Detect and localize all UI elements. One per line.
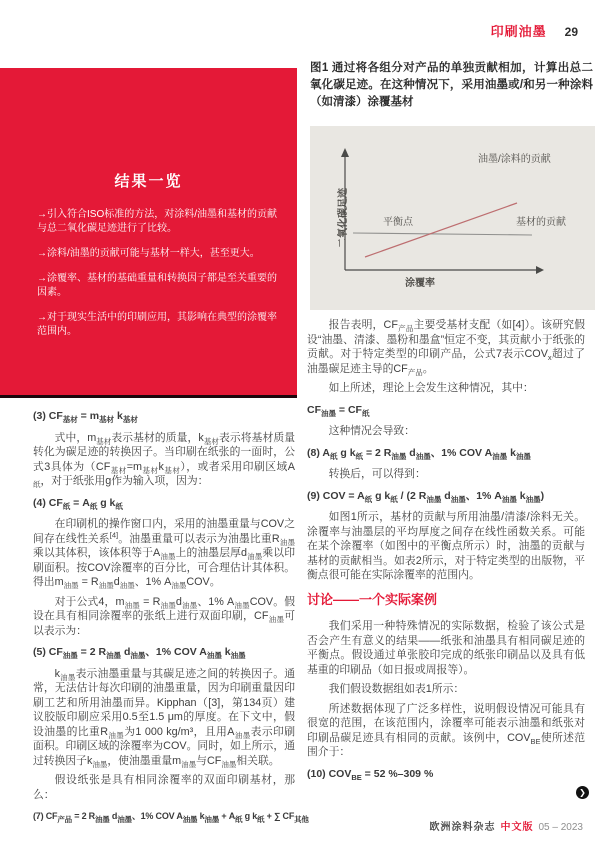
paragraph: 如上所述，理论上会发生这种情况，其中： — [328, 382, 534, 394]
ink-coating-line — [365, 203, 517, 257]
y-axis-label: 二氧化碳足迹 — [338, 188, 349, 248]
page-header — [491, 21, 578, 40]
results-box-title: 结果一览 — [114, 173, 183, 190]
page-number: 29 — [564, 25, 578, 39]
equation-cf: $CF_{油墨} = CF_纸$ — [307, 403, 370, 418]
equation-3: (3) $CF_{基材} = m_{基材}$ $k_{基材}$ — [33, 410, 138, 425]
paragraph: 在印刷机的操作窗口内，采用的油墨重量与COV之间存在线性关系[4]。油墨重量可以表示为油墨比重$R_{油墨}$乘以其体积，该体积等于$A_{油墨}$上的油墨层厚$d_{油墨}$乘以印刷面积。按COV涂覆率的百分比，可合理估计其体积。得出$m_{油墨} = R_{油墨}d_{油墨}$、1% $A_{油墨}COV$。 — [33, 518, 295, 591]
right-column — [307, 318, 585, 788]
edition-label: 中文版 — [500, 822, 534, 833]
discussion-heading: 讨论——一个实际案例 — [307, 591, 438, 607]
next-page-arrow-icon[interactable]: ❯ — [576, 786, 589, 799]
figure1-caption: 图1 通过将各组分对产品的单独贡献相加，计算出总二氧化碳足迹。在这种情况下，采用油墨或/和另一种涂料（如清漆）涂覆基材 — [310, 62, 593, 108]
paragraph: 假设纸张是具有相同涂覆率的双面印刷基材，那么： — [33, 774, 295, 801]
paragraph: 对于公式4，$m_{油墨} = R_{油墨}d_{油墨}$、1% $A_{油墨}COV$。假设在具有相同涂覆率的张纸上进行双面印刷，$CF_{油墨}$可以表示为： — [33, 595, 296, 637]
x-axis-label: 涂覆率 — [405, 278, 435, 289]
journal-name: 欧洲涂料杂志 — [429, 822, 496, 833]
paragraph: 报告表明，$CF_{产品}$主要受基材支配（如[4]）。该研究假设“油墨、清漆、墨粉和墨盒”恒定不变，其贡献小于纸张的贡献。对于特定类型的印刷产品，公式7表示$COV_x$超过了油墨碳足迹主导的$CF_{产品}$。 — [307, 319, 586, 377]
paragraph: 式中，$m_{基材}$表示基材的质量，$k_{基材}$表示将基材质量转化为碳足迹的转换因子。当印刷在纸张的一面时，公式3具体为$(CF_{基材}=m_{基材}k_{基材})$，或者采用印刷区域$A_纸$，对于纸张用g作为输入项，因为： — [33, 431, 296, 490]
results-bullet: →涂覆率、基材的基础重量和转换因子都是至关重要的因素。 — [37, 273, 277, 298]
figure1-chart — [310, 126, 595, 310]
results-bullet: →引入符合ISO标准的方法，对涂料/油墨和基材的贡献与总二氧化碳足迹进行了比较。 — [37, 209, 278, 234]
equation-9: (9) COV = $A_纸$ g $k_纸 / (2$ $R_{油墨}$ $d_{油墨}$、1% $A_{油墨}$ $k_{油墨}$) — [307, 489, 545, 504]
paragraph: 所述数据体现了广泛多样性，说明假设情况可能具有很宽的范围，在该范围内，涂覆率可能表示油墨和纸张对印刷品碳足迹具有相同的贡献。该例中，$COV_{BE}$使所述范围介于： — [307, 702, 585, 758]
paragraph: 这种情况会导致： — [328, 425, 415, 437]
results-summary-box — [0, 68, 297, 398]
equation-4: (4) $CF_纸 = A_纸$ g $k_纸$ — [33, 496, 123, 511]
results-bullet: →涂料/油墨的贡献可能与基材一样大，甚至更大。 — [37, 248, 260, 259]
results-box-bullets — [0, 208, 297, 339]
x-axis-arrow-icon — [536, 266, 544, 274]
equation-7: (7) $CF_{产品} = 2$ $R_{油墨}$ $d_{油墨}$、1% COV $A_{油墨}$ $k_{油墨} + A_纸$ g $k_纸$ + ∑ $CF_{其他}$ — [33, 811, 309, 824]
section-title: 印刷油墨 — [490, 24, 547, 39]
paragraph: 如图1所示，基材的贡献与所用油墨/清漆/涂料无关。涂覆率与油墨层的平均厚度之间存在线性函数关系。可能在某个涂覆率（如图中的平衡点所示）时，油墨的贡献与基材的贡献相当。如表2所示，对于特定类型的出版物，平衡点很可能在实际涂覆率的范围内。 — [307, 511, 585, 581]
series-label-ink-coating: 油墨/涂料的贡献 — [478, 154, 551, 165]
equation-10: (10) $COV_{BE} = 52$ %–309 % — [307, 767, 434, 782]
substrate-line — [353, 233, 532, 235]
issue-number: 05 – 2023 — [538, 822, 583, 833]
page-footer — [430, 818, 584, 833]
balance-point-label: 平衡点 — [383, 217, 413, 228]
y-axis-arrow-icon — [341, 148, 349, 157]
left-column — [33, 402, 309, 831]
equation-8: (8) $A_纸$ g $k_纸 = 2$ $R_{油墨}$ $d_{油墨}$、1% COV $A_{油墨}$ $k_{油墨}$ — [307, 446, 531, 461]
paragraph: 我们采用一种特殊情况的实际数据，检验了该公式是否会产生有意义的结果——纸张和油墨具有相同碳足迹的平衡点。假设通过单张胶印完成的纸张印刷品以及具有低基重的印刷品（如日报或周报等）。 — [307, 620, 585, 676]
paragraph: $k_{油墨}$表示油墨重量与其碳足迹之间的转换因子。通常，无法估计每次印刷的油墨重量，因为印刷重量因印刷工艺和所用油墨而异。Kipphan（[3]，第134页）建议胶版印刷应采用0.5至1.5 μm的厚度。在下文中，假设油墨的比重$R_{油墨}$为1 000 kg/m³，且用$A_{油墨}$表示印刷面积。印刷区域的涂覆率为COV。同时，如上所示，通过转换因子$k_{油墨}$，使油墨重量$m_{油墨}$与$CF_{油墨}$相关联。 — [33, 667, 296, 769]
paragraph: 我们假设数据组如表1所示： — [328, 683, 465, 695]
paragraph: 转换后，可以得到： — [328, 468, 426, 480]
equation-5: (5) $CF_{油墨} = 2$ $R_{油墨}$ $d_{油墨}$、1% COV $A_{油墨}$ $k_{油墨}$ — [33, 646, 246, 661]
series-label-substrate: 基材的贡献 — [516, 217, 566, 228]
results-bullet: →对于现实生活中的印刷应用，其影响在典型的涂覆率范围内。 — [37, 312, 277, 337]
